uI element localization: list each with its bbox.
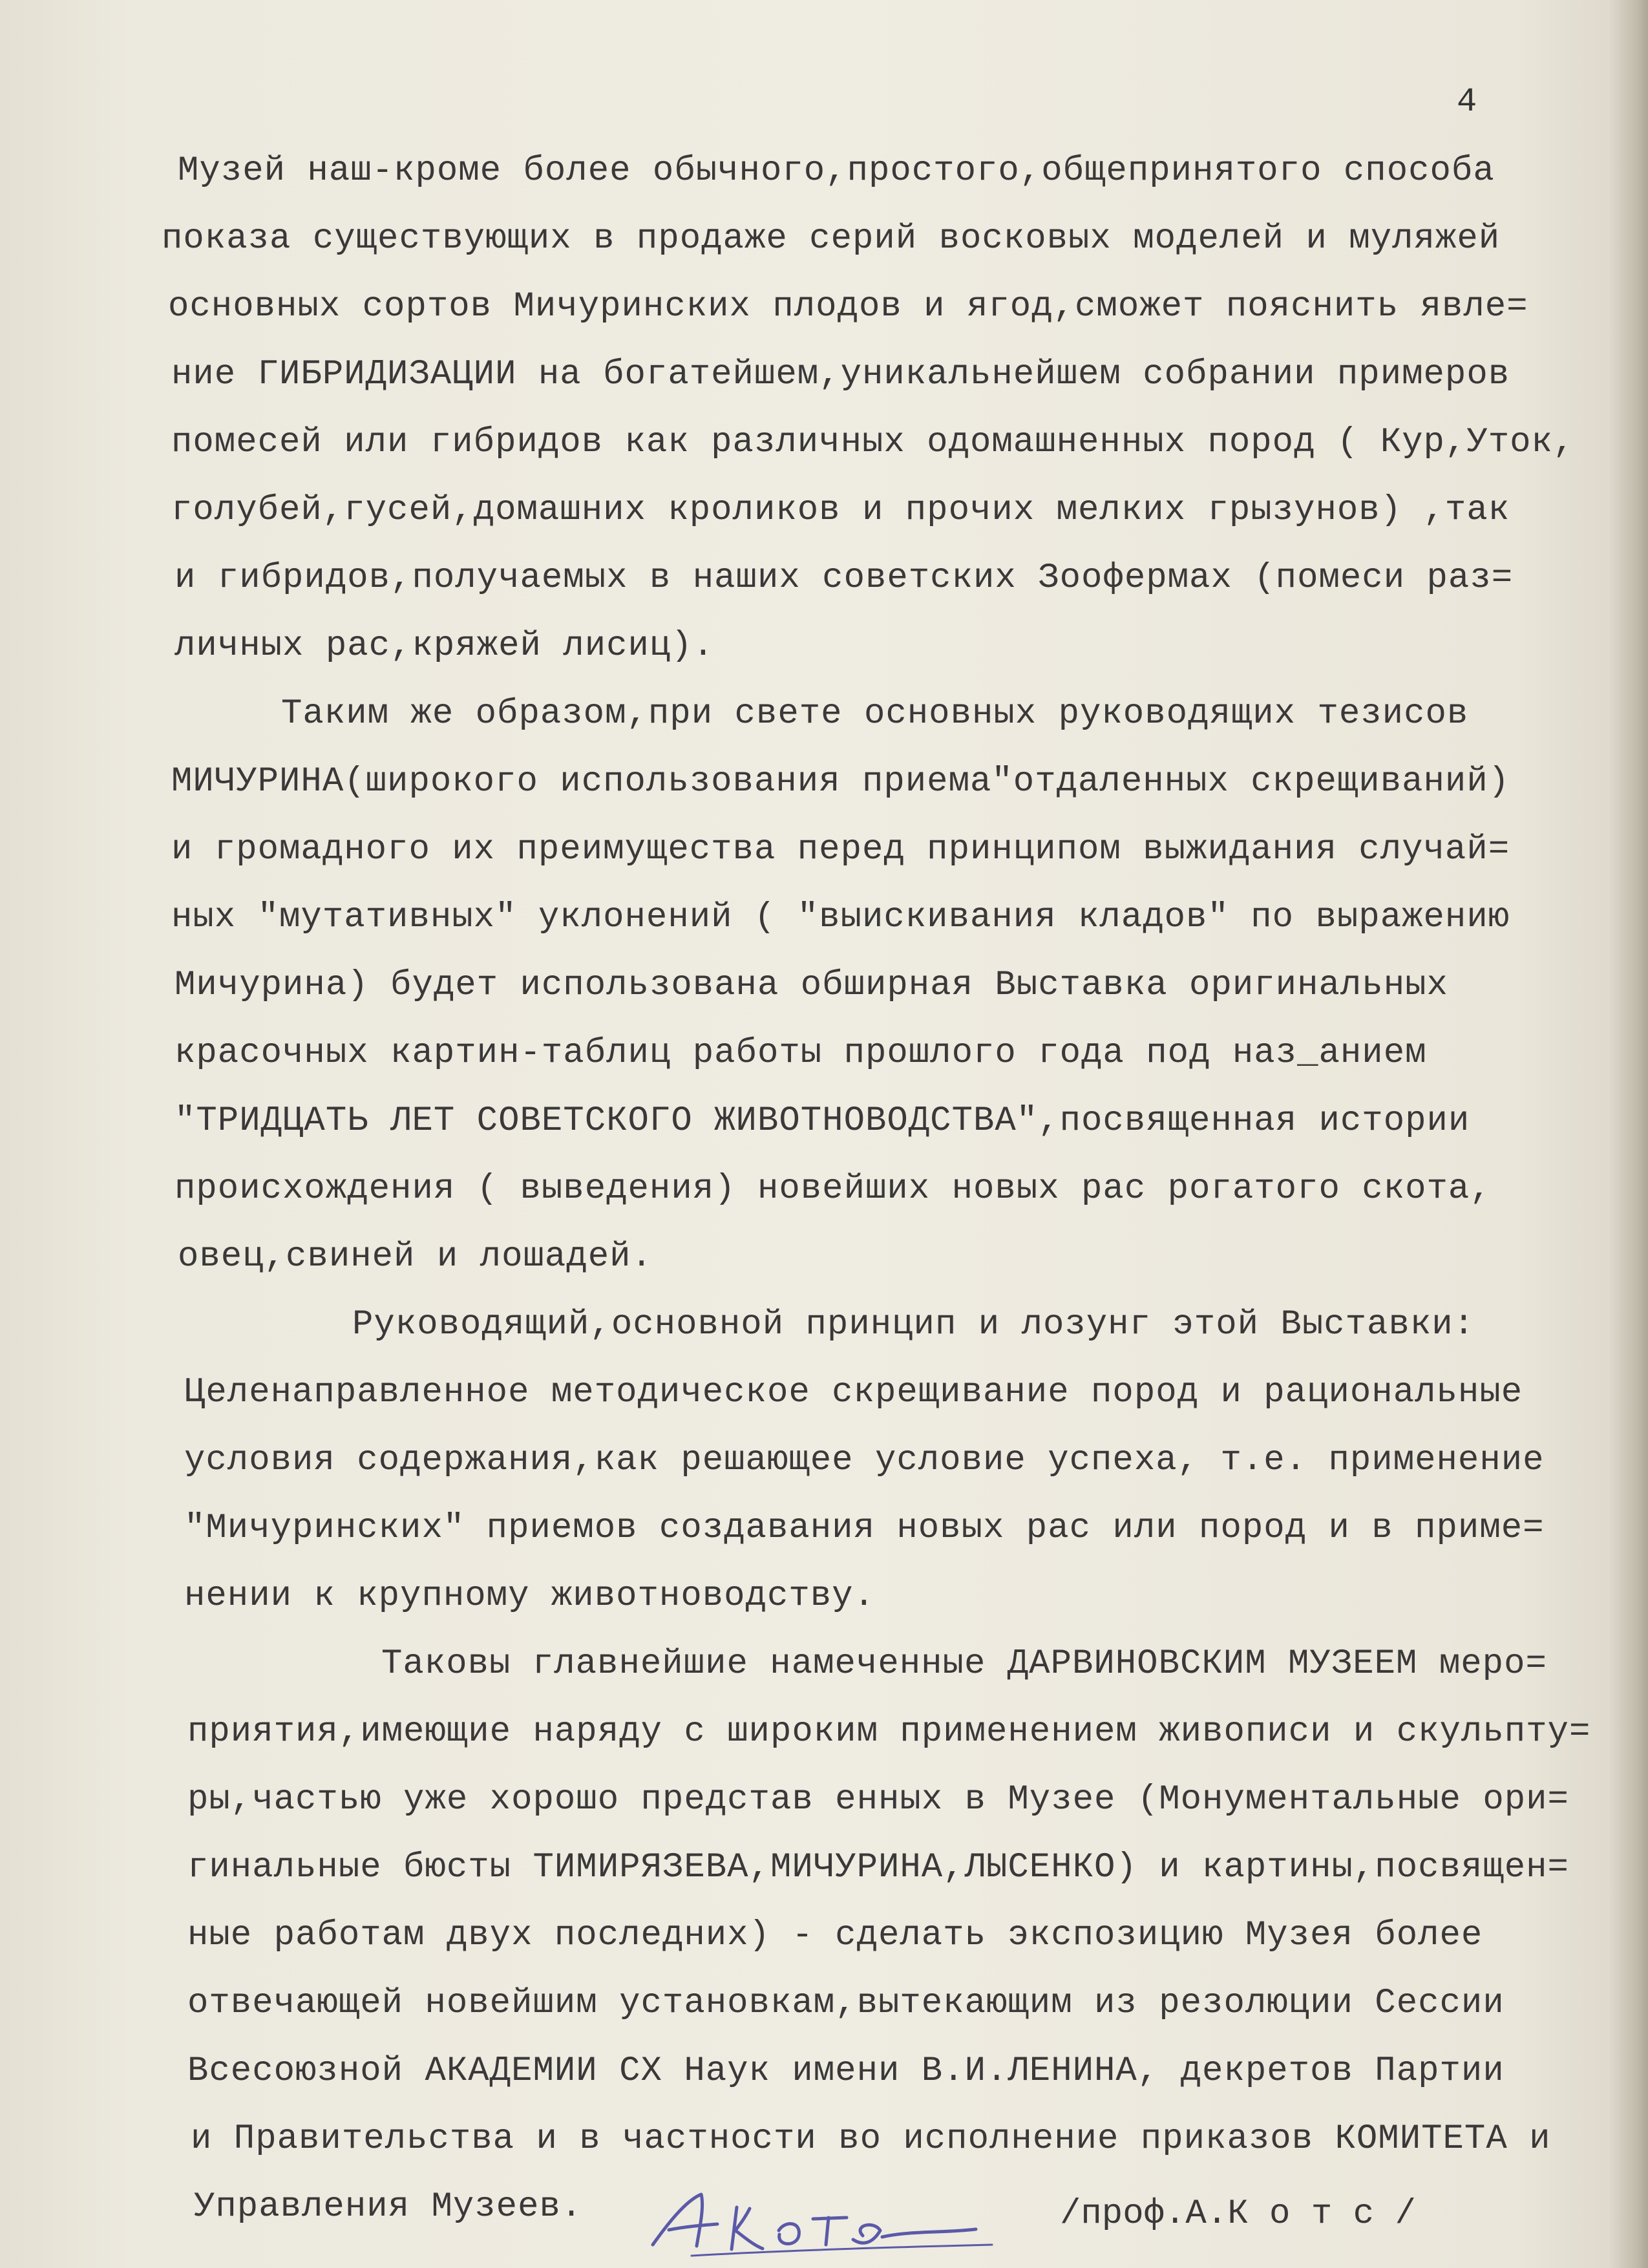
text-line: Руководящий,основной принцип и лозунг этой Выставки: <box>352 1305 1475 1344</box>
text-line: показа существующих в продаже серий восковых моделей и муляжей <box>162 219 1501 259</box>
text-line: Таким же образом,при свете основных руководящих тезисов <box>281 694 1469 734</box>
text-line: ры,частью уже хорошо представ енных в Музее (Монументальные ори= <box>187 1780 1569 1819</box>
text-line: Целенаправленное методическое скрещивание пород и рациональные <box>184 1373 1523 1412</box>
text-line: ние ГИБРИДИЗАЦИИ на богатейшем,уникальнейшем собрании примеров <box>171 355 1510 394</box>
text-line: и гибридов,получаемых в наших советских Зоофермах (помеси раз= <box>174 558 1514 598</box>
text-line: основных сортов Мичуринских плодов и ягод,сможет пояснить явле= <box>168 287 1528 326</box>
text-line: ных "мутативных" уклонений ( "выискивания кладов" по выражению <box>171 898 1510 937</box>
text-line: красочных картин-таблиц работы прошлого года под наз_анием <box>174 1033 1427 1073</box>
typed-signature-name: /проф.А.К о т с / <box>1060 2194 1416 2234</box>
text-line: "Мичуринских" приемов создавания новых рас или пород и в приме= <box>184 1509 1545 1548</box>
handwritten-signature <box>640 2168 1002 2265</box>
text-line: МИЧУРИНА(широкого использования приема"отдаленных скрещиваний) <box>171 762 1510 801</box>
text-line: происхождения ( выведения) новейших новых рас рогатого скота, <box>174 1169 1492 1209</box>
text-line: Таковы главнейшие намеченные ДАРВИНОВСКИМ МУЗЕЕМ меро= <box>381 1644 1547 1684</box>
paper-edge-shadow <box>1609 0 1648 2268</box>
text-line: условия содержания,как решающее условие успеха, т.е. применение <box>184 1441 1545 1480</box>
text-line: Всесоюзной АКАДЕМИИ СХ Наук имени В.И.ЛЕНИНА, декретов Партии <box>187 2051 1505 2091</box>
text-line: голубей,гусей,домашних кроликов и прочих мелких грызунов) ,так <box>171 491 1510 530</box>
text-line: приятия,имеющие наряду с широким применением живописи и скульпту= <box>187 1712 1591 1752</box>
text-line: овец,свиней и лошадей. <box>178 1237 653 1277</box>
text-line: Управления Музеев. <box>194 2187 583 2227</box>
page-number: 4 <box>1457 83 1477 121</box>
text-line: Музей наш-кроме более обычного,простого,общепринятого способа <box>178 151 1495 191</box>
text-line: помесей или гибридов как различных одомашненных пород ( Кур,Уток, <box>171 423 1575 462</box>
text-line: Мичурина) будет использована обширная Выставка оригинальных <box>174 966 1448 1005</box>
text-line: и громадного их преимущества перед принципом выжидания случай= <box>171 830 1510 869</box>
text-line: и Правительства и в частности во исполнение приказов КОМИТЕТА и <box>191 2119 1551 2159</box>
text-line: отвечающей новейшим установкам,вытекающим из резолюции Сессии <box>187 1984 1505 2023</box>
text-line: гинальные бюсты ТИМИРЯЗЕВА,МИЧУРИНА,ЛЫСЕНКО) и картины,посвящен= <box>187 1848 1569 1887</box>
text-line: "ТРИДЦАТЬ ЛЕТ СОВЕТСКОГО ЖИВОТНОВОДСТВА",посвященная истории <box>174 1101 1470 1141</box>
text-line: ные работам двух последних) - сделать экспозицию Музея более <box>187 1916 1483 1955</box>
text-line: нении к крупному животноводству. <box>184 1576 875 1616</box>
text-line: личных рас,кряжей лисиц). <box>174 626 715 666</box>
